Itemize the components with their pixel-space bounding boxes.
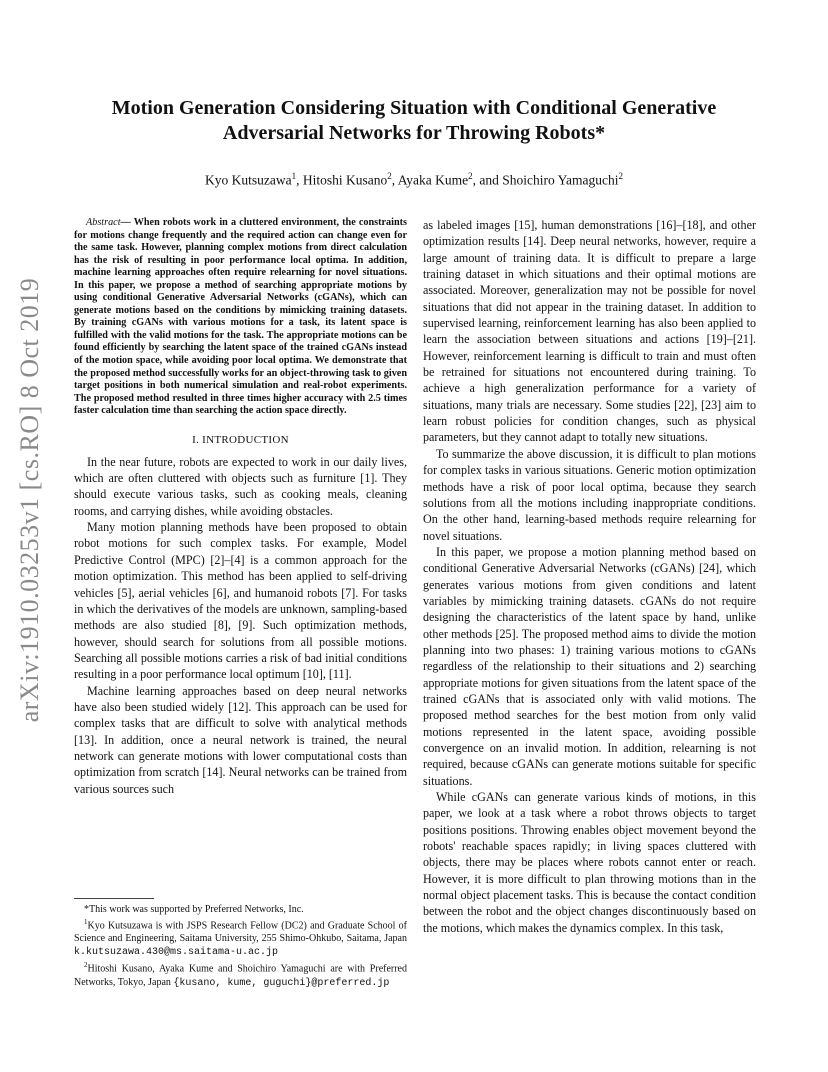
body-paragraph: Machine learning approaches based on deep neural networks have also been studied widely [12]. This approach can be used for complex tasks that are difficult to solve with analytical methods [13]. In addition, once a neural network is trained, the neural network can generate motions with lower computational costs than optimization from scratch [14]. Neural networks can be trained from various sources such (74, 683, 407, 796)
body-paragraph: In the near future, robots are expected to work in our daily lives, which are often cluttered with objects such as furniture [1]. They should execute various tasks, such as cooking meals, cleaning rooms, and carrying dishes, while avoiding obstacles. (74, 454, 407, 518)
title-line-2: Adversarial Networks for Throwing Robots* (222, 122, 606, 144)
body-paragraph-continued: as labeled images [15], human demonstrations [16]–[18], and other optimization results [14]. Deep neural networks, however, require a large amount of training data. It is difficult to prepare a large training dataset in which situations and their optimal motions are associated. Moreover, generalization may not be possible for novel situations that did not appear in the training dataset. In addition to supervised learning, reinforcement learning has also been applied to learn the association between situations and actions [19]–[21]. However, reinforcement learning is difficult to train and must often be retrained for situations not encountered during training. To achieve a high generalization performance for a variety of situations, many trials are necessary. Some studies [22], [23] aim to learn robust policies for condition changes, such as physical parameters, but they cannot adapt to totally new situations. (423, 218, 756, 445)
abstract-separator: — (120, 217, 134, 228)
abstract-label: Abstract (86, 217, 121, 228)
footnote-affiliation-1 (74, 916, 407, 959)
body-paragraph: To summarize the above discussion, it is difficult to plan motions for complex tasks in various situations. Generic motion optimization methods have a risk of poor local optima, because they search solutions from all the motions including inappropriate conditions. On the other hand, learning-based methods require relearning for novel situations. (423, 446, 756, 543)
paper-title (70, 96, 758, 146)
footnote-1-marker: 1 (84, 918, 88, 926)
author-2: , Hitoshi Kusano (296, 172, 388, 188)
arxiv-identifier: arXiv:1910.03253v1 [cs.RO] 8 Oct 2019 (15, 277, 44, 723)
author-3: , Ayaka Kume (391, 172, 469, 188)
author-4: , and Shoichiro Yamaguchi (472, 172, 619, 188)
author-1: Kyo Kutsuzawa (205, 172, 292, 188)
section-heading-introduction: I. INTRODUCTION (192, 433, 289, 446)
abstract-text: When robots work in a cluttered environment, the constraints for motions change frequently and the required action can change even for the same task. However, planning complex motions from direct calculation has the risk of resulting in poor performance local optima. In addition, machine learning approaches often require relearning for novel situations. In this paper, we propose a method of searching appropriate motions by using conditional Generative Adversarial Networks (cGANs), which can generate motions based on the conditions by mimicking training datasets. By training cGANs with various motions for a task, its latent space is fulfilled with the valid motions for the task. The appropriate motions can be found efficiently by searching the latent space of the trained cGANs instead of the motion space, while avoiding poor local optima. We demonstrate that the proposed method successfully works for an object-throwing task to given target positions in both numerical simulation and real-robot experiments. The proposed method resulted in three times higher accuracy with 2.5 times faster calculation time than searching the action space directly. (74, 217, 407, 417)
footnote-2-email: {kusano, kume, guguchi}@preferred.jp (173, 977, 390, 989)
footnote-2-marker: 2 (84, 961, 88, 970)
author-list (70, 171, 758, 189)
footnotes (74, 903, 407, 990)
author-4-affiliation: 2 (618, 171, 623, 181)
body-paragraph: While cGANs can generate various kinds of motions, in this paper, we look at a task where a robot throws objects to target positions positions. Throwing enables object movement beyond the robots' reachable spaces rapidly; in living spaces cluttered with objects, there may be places where robots cannot enter or reach. However, it is more difficult to plan throwing motions than in the normal object placement tasks. This is because the contact condition between the robot and the object changes discontinuously based on the motions, which makes the dynamics complex. In this task, (423, 790, 756, 935)
arxiv-margin-stamp (0, 277, 60, 723)
footnote-2-text: Hitoshi Kusano, Ayaka Kume and Shoichiro Yamaguchi are with Preferred Networks, Tokyo, Japan (74, 963, 407, 988)
body-paragraph: In this paper, we propose a motion planning method based on conditional Generative Adversarial Networks (cGANs) [24], which generates various motions from given conditions and latent variables by mimicking training datasets. cGANs do not require designing the characteristics of the latent space by hand, unlike other methods [25]. The proposed method aims to divide the motion planning into two phases: 1) training various motions to cGANs regardless of the relationship to their situations and 2) searching appropriate motions for given situations from the latent space of the trained cGANs that is associated only with valid motions. The proposed method searches for the best motion from only valid motions represented in the latent space, avoiding possible convergence on an invalid motion. In addition, relearning is not required, because cGANs can generate motions suitable for specific situations. (423, 544, 756, 788)
abstract (74, 217, 407, 418)
left-column (74, 217, 407, 797)
footnote-affiliation-2 (74, 959, 407, 989)
footnote-divider (74, 898, 154, 899)
author-2-affiliation: 2 (387, 171, 392, 181)
footnote-1-email: k.kutsuzawa.430@ms.saitama-u.ac.jp (74, 947, 279, 959)
right-column (423, 217, 756, 936)
footnote-1-text: Kyo Kutsuzawa is with JSPS Research Fellow (DC2) and Graduate School of Science and Engineering, Saitama University, 255 Shimo-Ohkubo, Saitama, Japan (74, 920, 407, 945)
author-3-affiliation: 2 (468, 171, 473, 181)
body-paragraph: Many motion planning methods have been proposed to obtain robot motions for such complex tasks. For example, Model Predictive Control (MPC) [2]–[4] is a common approach for the motion optimization. This method has been applied to self-driving vehicles [5], aerial vehicles [6], and humanoid robots [7]. For tasks in which the derivatives of the models are unknown, sampling-based methods are also studied [8], [9]. Such optimization methods, however, should search for solutions from all possible motions. Searching all possible motions carries a risk of bad initial conditions resulting in a poor performance local optimum [10], [11]. (74, 520, 407, 682)
title-line-1: Motion Generation Considering Situation with Conditional Generative (111, 97, 717, 119)
author-1-affiliation: 1 (291, 171, 297, 181)
footnote-funding: *This work was supported by Preferred Networks, Inc. (84, 904, 304, 915)
